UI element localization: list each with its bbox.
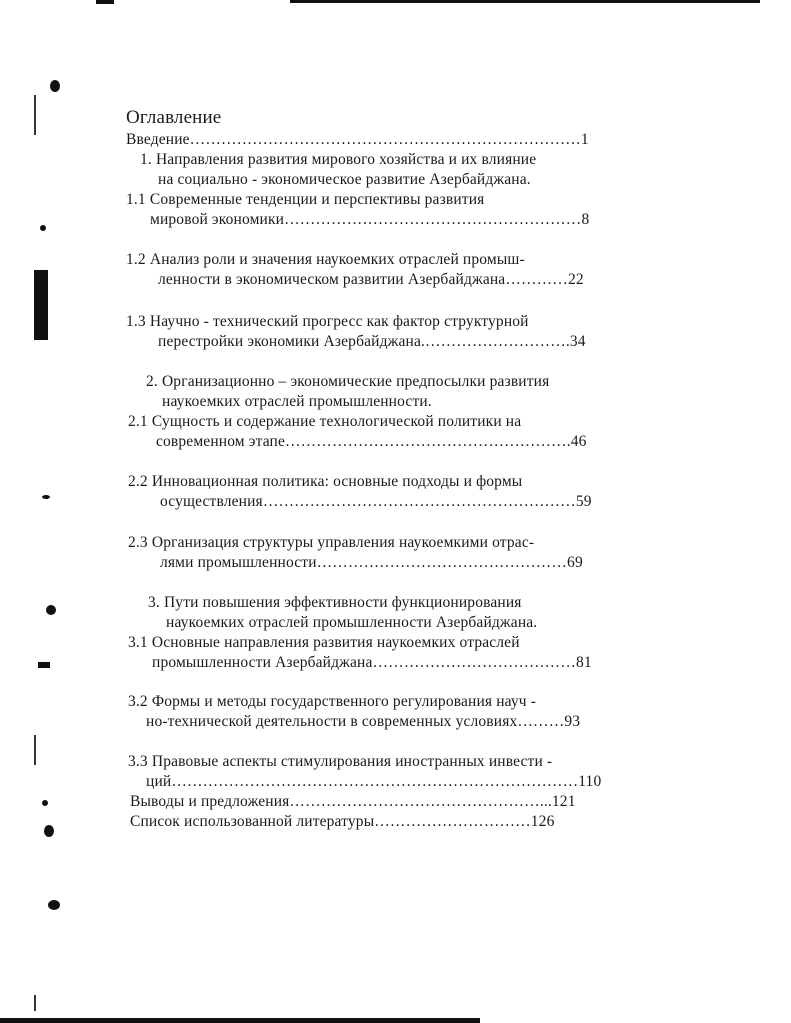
scan-edge-top (290, 0, 760, 3)
scan-edge-top (96, 0, 114, 4)
scan-blot (48, 900, 60, 910)
toc-entry-2-3: 2.3 Организация структуры управления наукоемкими отрас- (128, 534, 535, 551)
toc-chapter-3-cont: наукоемких отраслей промышленности Азербайджана. (166, 614, 538, 631)
toc-entry-1-1: 1.1 Современные тенденции и перспективы развития (126, 191, 485, 208)
toc-entry-1-2: 1.2 Анализ роли и значения наукоемких отраслей промыш- (126, 251, 525, 268)
scan-blot (50, 80, 60, 92)
toc-entry-3-3-cont: ций……………………………………………………………………110 (146, 773, 602, 790)
scan-blot (46, 605, 56, 615)
toc-entry-2-3-cont: лями промышленности…………………………………………69 (160, 554, 583, 571)
toc-entry-3-1-cont: промышленности Азербайджана…………………………………81 (152, 654, 592, 671)
toc-chapter-2-cont: наукоемких отраслей промышленности. (162, 393, 432, 410)
scan-blot (40, 225, 46, 231)
scan-scratch (34, 270, 48, 340)
toc-entry-intro: Введение…………………………………………………………………1 (126, 131, 589, 148)
toc-entry-3-1: 3.1 Основные направления развития наукоемких отраслей (128, 634, 520, 651)
scan-edge-bottom (0, 1018, 480, 1023)
scan-blot (42, 495, 50, 499)
toc-entry-references: Список использованной литературы…………………………126 (130, 813, 555, 830)
toc-entry-1-1-cont: мировой экономики…………………………………………………8 (150, 211, 590, 228)
toc-entry-3-2: 3.2 Формы и методы государственного регулирования науч - (128, 693, 537, 710)
toc-entry-2-2-cont: осуществления……………………………………………………59 (160, 493, 592, 510)
toc-entry-1-3: 1.3 Научно - технический прогресс как фактор структурной (126, 313, 529, 330)
scan-blot (42, 800, 48, 806)
toc-entry-conclusions: Выводы и предложения…………………………………………...121 (130, 793, 576, 810)
toc-entry-1-3-cont: перестройки экономики Азербайджана.……………………….34 (158, 333, 586, 350)
scan-scratch (34, 995, 36, 1011)
toc-entry-1-2-cont: ленности в экономическом развитии Азербайджана…………22 (158, 271, 584, 288)
toc-entry-2-2: 2.2 Инновационная политика: основные подходы и формы (128, 473, 523, 490)
toc-chapter-1-cont: на социально - экономическое развитие Азербайджана. (158, 171, 531, 188)
scan-scratch (34, 95, 36, 135)
toc-chapter-3: 3. Пути повышения эффективности функционирования (148, 594, 522, 611)
toc-chapter-2: 2. Организационно – экономические предпосылки развития (146, 373, 550, 390)
toc-entry-3-3: 3.3 Правовые аспекты стимулирования иностранных инвести - (128, 753, 553, 770)
scan-blot (44, 825, 54, 837)
toc-entry-2-1-cont: современном этапе……………………………………………….46 (156, 433, 587, 450)
toc-entry-2-1: 2.1 Сущность и содержание технологической политики на (128, 413, 522, 430)
scan-scratch (34, 735, 36, 765)
toc-entry-3-2-cont: но-технической деятельности в современных условиях………93 (146, 713, 581, 730)
toc-chapter-1: 1. Направления развития мирового хозяйства и их влияние (140, 151, 537, 168)
scan-scratch (38, 662, 50, 668)
toc-title: Оглавление (126, 107, 222, 128)
